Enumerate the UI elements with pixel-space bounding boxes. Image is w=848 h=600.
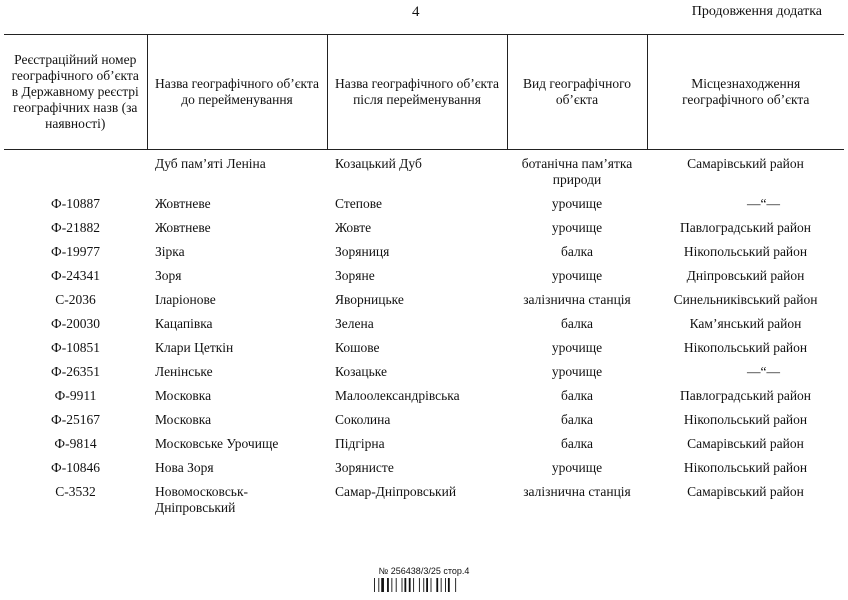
cell-location: Нікопольський район — [683, 244, 808, 259]
cell-registry-number: Ф-10846 — [51, 460, 100, 475]
renaming-table — [4, 34, 844, 516]
cell-old-name: Ленінське — [155, 364, 213, 379]
cell-registry-number: Ф-24341 — [51, 268, 100, 283]
cell-location — [647, 196, 844, 220]
cell-location: Синельниківський район — [673, 292, 818, 307]
table-row — [4, 220, 844, 244]
table-body — [4, 150, 844, 517]
table-row — [4, 244, 844, 268]
cell-new-name: Козацьке — [335, 364, 388, 379]
header-object-type: Вид географічного об’єкта — [507, 35, 647, 150]
cell-registry-number: С-3532 — [55, 484, 96, 499]
header-registry-number: Реєстраційний номер географічного об’єкта в Державному реєстрі географічних назв (за наявності) — [4, 35, 147, 150]
cell-old-name: Іларіонове — [155, 292, 216, 307]
cell-new-name: Кошове — [335, 340, 380, 355]
cell-new-name: Яворницьке — [335, 292, 404, 307]
cell-new-name: Степове — [335, 196, 382, 211]
table-row — [4, 150, 844, 197]
table-row — [4, 268, 844, 292]
cell-object-type: урочище — [551, 460, 603, 475]
cell-object-type: урочище — [551, 340, 603, 355]
document-footer — [0, 566, 848, 597]
cell-registry-number: Ф-19977 — [51, 244, 100, 259]
header-new-name: Назва географічного об’єкта після перейменування — [327, 35, 507, 150]
cell-new-name: Козацький Дуб — [335, 156, 422, 171]
cell-object-type: балка — [560, 388, 594, 403]
cell-old-name: Московка — [155, 412, 212, 427]
cell-registry-number: Ф-9911 — [54, 388, 97, 403]
cell-location: Павлоградський район — [679, 388, 812, 403]
cell-object-type: ботанічна пам’ятка природи — [521, 156, 633, 187]
cell-location: Кам’янський район — [689, 316, 802, 331]
cell-location: Нікопольський район — [683, 340, 808, 355]
cell-location: Нікопольський район — [683, 460, 808, 475]
cell-registry-number: Ф-20030 — [51, 316, 100, 331]
cell-new-name: Малоолександрівська — [335, 388, 460, 403]
page-number: 4 — [412, 4, 420, 20]
cell-location: Дніпровський район — [686, 268, 805, 283]
cell-object-type: урочище — [551, 196, 603, 211]
cell-object-type: балка — [560, 412, 594, 427]
cell-old-name: Московське Урочище — [155, 436, 279, 451]
cell-location: Нікопольський район — [683, 412, 808, 427]
cell-old-name: Нова Зоря — [155, 460, 214, 475]
cell-old-name: Клари Цеткін — [155, 340, 234, 355]
cell-object-type: балка — [560, 436, 594, 451]
cell-old-name: Зоря — [155, 268, 182, 283]
cell-object-type: урочище — [551, 364, 603, 379]
cell-registry-number: Ф-10887 — [51, 196, 100, 211]
table-row — [4, 292, 844, 316]
cell-object-type: залізнична станція — [523, 292, 631, 307]
cell-object-type: балка — [560, 244, 594, 259]
table-row — [4, 460, 844, 484]
table-row — [4, 340, 844, 364]
barcode-icon — [374, 578, 474, 592]
ditto-mark: —“— — [747, 364, 780, 379]
table-header-row — [4, 35, 844, 150]
cell-registry-number: Ф-26351 — [51, 364, 100, 379]
table-row — [4, 196, 844, 220]
cell-object-type: урочище — [551, 220, 603, 235]
table-row — [4, 364, 844, 388]
cell-new-name: Зоряниця — [335, 244, 390, 259]
cell-new-name: Підгірна — [335, 436, 385, 451]
cell-old-name: Жовтневе — [155, 220, 211, 235]
cell-registry-number: Ф-10851 — [51, 340, 100, 355]
cell-object-type: урочище — [551, 268, 603, 283]
table-row — [4, 388, 844, 412]
cell-old-name: Жовтневе — [155, 196, 211, 211]
cell-registry-number: Ф-9814 — [54, 436, 97, 451]
cell-new-name: Жовте — [335, 220, 372, 235]
cell-old-name: Дуб пам’яті Леніна — [155, 156, 266, 171]
cell-location: Самарівський район — [687, 484, 804, 499]
cell-location — [647, 364, 844, 388]
cell-registry-number: Ф-21882 — [51, 220, 100, 235]
header-old-name: Назва географічного об’єкта до перейменування — [147, 35, 327, 150]
cell-new-name: Соколина — [335, 412, 391, 427]
cell-location: Павлоградський район — [679, 220, 812, 235]
cell-registry-number: С-2036 — [55, 292, 96, 307]
cell-location: Самарівський район — [687, 156, 804, 171]
cell-old-name: Зірка — [155, 244, 185, 259]
cell-old-name: Новомосковськ-Дніпровський — [155, 484, 249, 515]
table-row — [4, 436, 844, 460]
document-id: № 256438/3/25 стор.4 — [378, 566, 470, 576]
cell-new-name: Зорянисте — [335, 460, 394, 475]
ditto-mark: —“— — [747, 196, 780, 211]
header-location: Місцезнаходження географічного об’єкта — [647, 35, 844, 150]
cell-old-name: Московка — [155, 388, 212, 403]
continuation-note: Продовження додатка — [691, 4, 822, 19]
cell-location: Самарівський район — [687, 436, 804, 451]
cell-old-name: Кацапівка — [155, 316, 213, 331]
cell-object-type: залізнична станція — [523, 484, 631, 499]
cell-registry-number — [4, 150, 147, 197]
cell-registry-number: Ф-25167 — [51, 412, 100, 427]
table-row — [4, 412, 844, 436]
cell-new-name: Зелена — [335, 316, 374, 331]
table-row — [4, 316, 844, 340]
cell-new-name: Самар-Дніпровський — [335, 484, 457, 499]
cell-new-name: Зоряне — [335, 268, 375, 283]
cell-object-type: балка — [560, 316, 594, 331]
table-row — [4, 484, 844, 516]
